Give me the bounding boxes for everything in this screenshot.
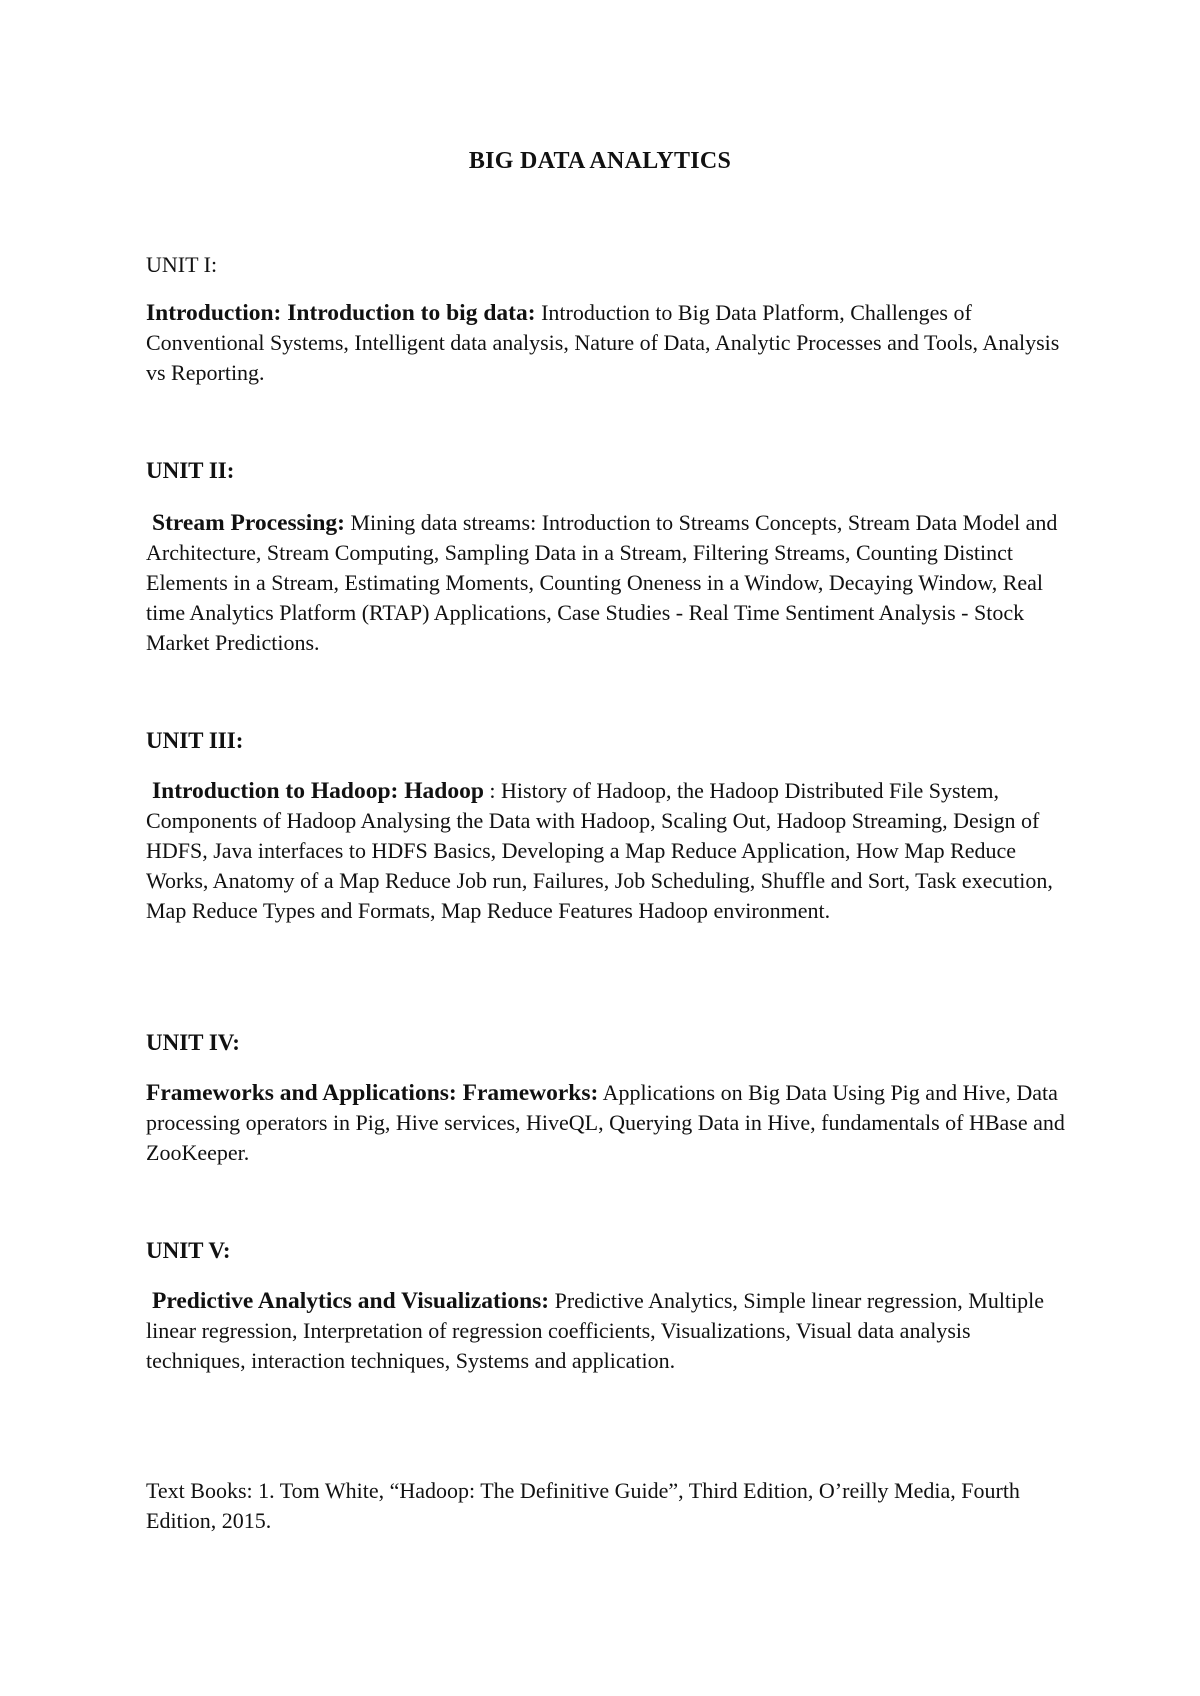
unit-5-text: Predictive Analytics, Simple linear regression, Multiple linear regression, Interpretation of regression coefficients, Visualizations, Visual data analysis techniques, interaction techniques, Systems and application. [146,1288,1045,1373]
unit-3-content [146,776,1071,926]
unit-1-content [146,298,1071,388]
unit-2-label: UNIT II: [146,458,235,483]
unit-4-content [146,1078,1071,1168]
unit-2-content [146,508,1071,658]
unit-3-heading: Introduction to Hadoop: Hadoop [152,778,484,804]
unit-4-text: Applications on Big Data Using Pig and Hive, Data processing operators in Pig, Hive services, HiveQL, Querying Data in Hive, fundamentals of HBase and ZooKeeper. [146,1080,1065,1165]
unit-2-heading: Stream Processing: [152,510,345,536]
unit-5-content [146,1286,1071,1376]
unit-3-label: UNIT III: [146,728,244,753]
unit-1-heading: Introduction: Introduction to big data: [146,300,536,326]
textbooks-reference: Text Books: 1. Tom White, “Hadoop: The Definitive Guide”, Third Edition, O’reilly Media, Fourth Edition, 2015. [146,1478,1020,1533]
unit-5-label: UNIT V: [146,1238,231,1263]
unit-1-label: UNIT I: [146,252,218,277]
unit-3-text: : History of Hadoop, the Hadoop Distributed File System, Components of Hadoop Analysing the Data with Hadoop, Scaling Out, Hadoop Streaming, Design of HDFS, Java interfaces to HDFS Basics, Developing a Map Reduce Application, How Map Reduce Works, Anatomy of a Map Reduce Job run, Failures, Job Scheduling, Shuffle and Sort, Task execution, Map Reduce Types and Formats, Map Reduce Features Hadoop environment. [146,778,1053,923]
unit-1-text: Introduction to Big Data Platform, Challenges of Conventional Systems, Intelligent data analysis, Nature of Data, Analytic Processes and Tools, Analysis vs Reporting. [146,300,1060,385]
document-title: BIG DATA ANALYTICS [468,148,732,174]
unit-5-heading: Predictive Analytics and Visualizations: [152,1288,550,1314]
unit-4-heading: Frameworks and Applications: Frameworks: [146,1080,599,1106]
unit-2-text: Mining data streams: Introduction to Streams Concepts, Stream Data Model and Architecture, Stream Computing, Sampling Data in a Stream, Filtering Streams, Counting Distinct Elements in a Stream, Estimating Moments, Counting Oneness in a Window, Decaying Window, Real time Analytics Platform (RTAP) Applications, Case Studies - Real Time Sentiment Analysis - Stock Market Predictions. [146,510,1058,655]
unit-4-label: UNIT IV: [146,1030,240,1055]
